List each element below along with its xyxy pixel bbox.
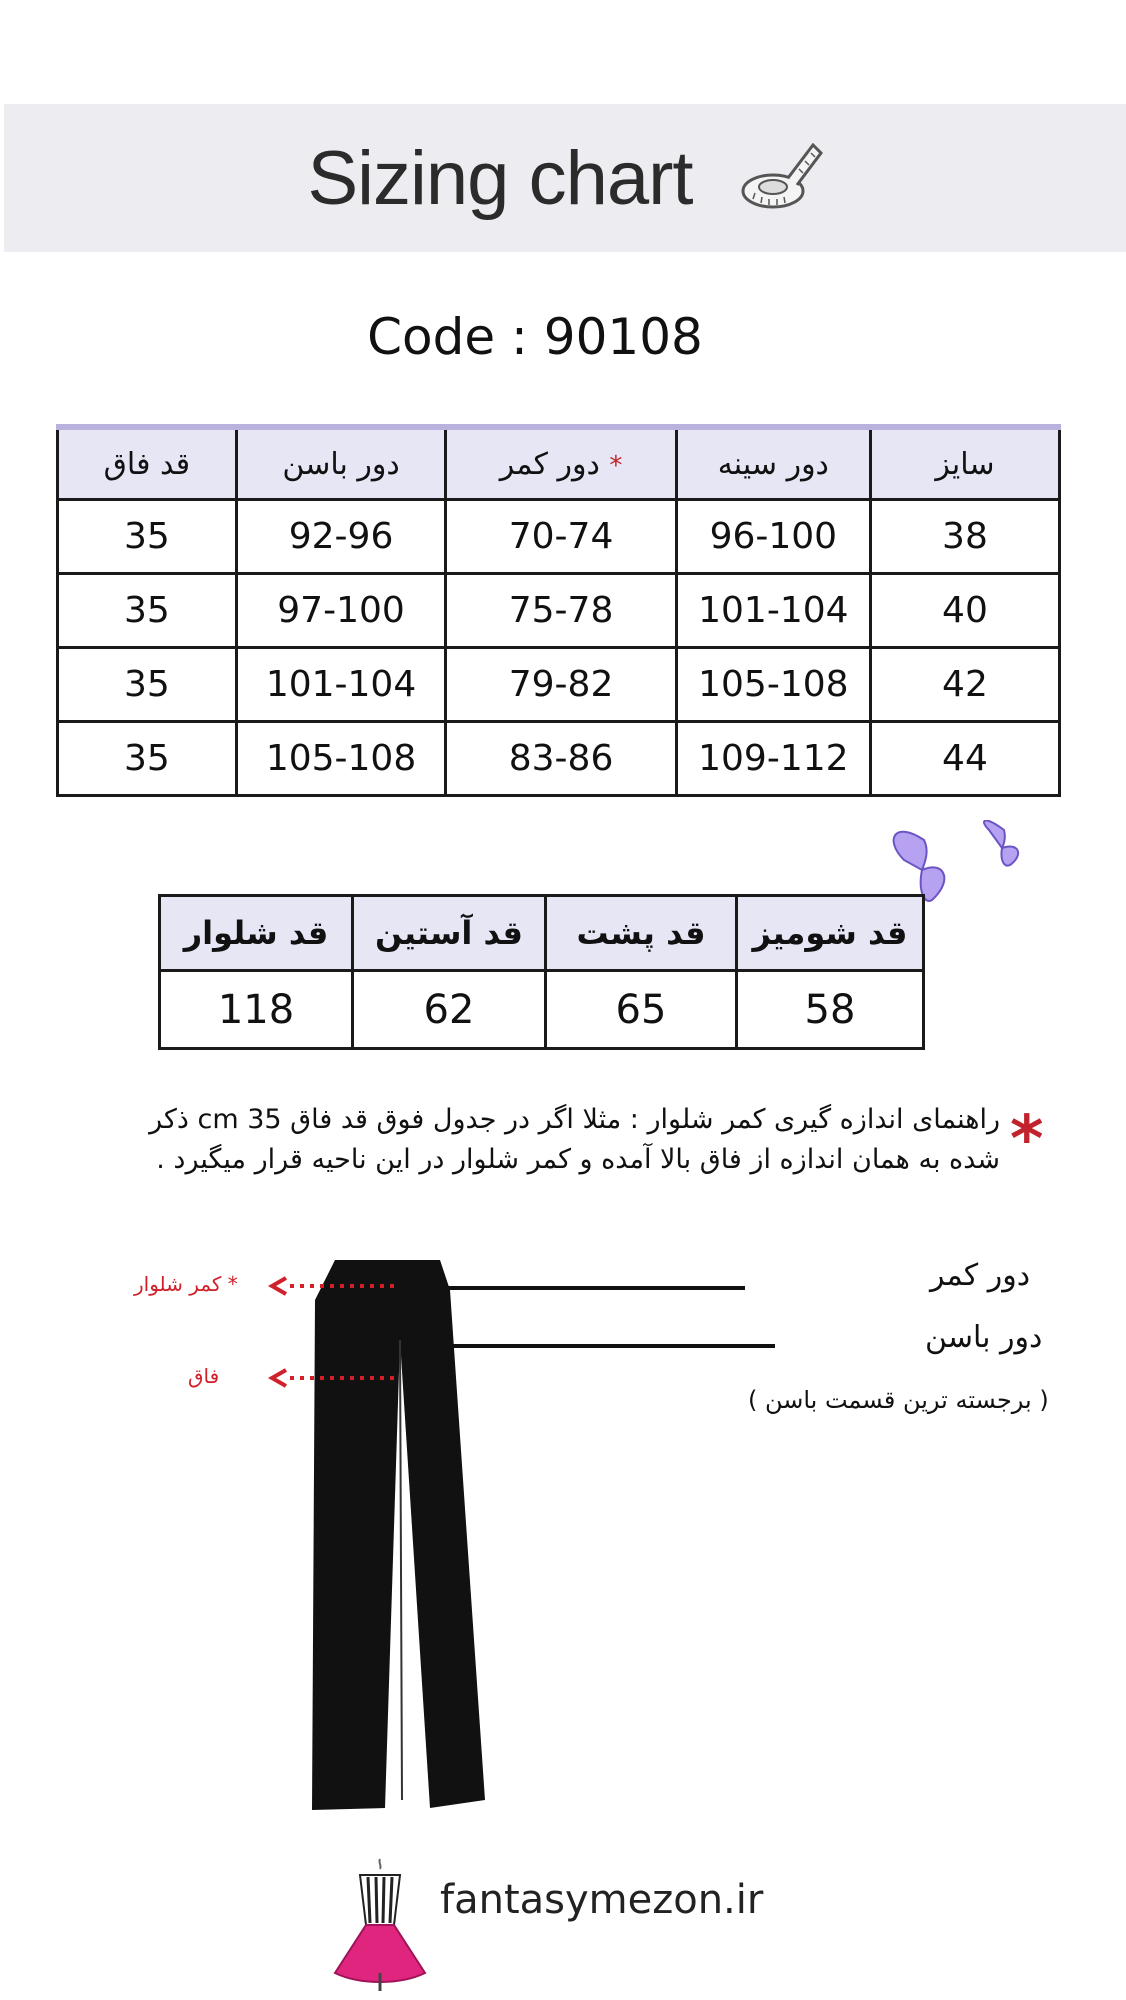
length-table [158,894,925,1050]
measurement-note [80,1100,1000,1180]
header-size: سایز [870,427,1059,500]
waist-label: دور کمر [930,1258,1031,1293]
note-star: * [1010,1103,1044,1177]
header-waist-label: دور کمر [499,446,600,482]
note-line-1: راهنمای اندازه گیری کمر شلوار : مثلا اگر در جدول فوق قد فاق 35 cm ذکر [149,1104,1000,1135]
cell-hip: 97-100 [236,574,446,648]
cell-chest: 101-104 [676,574,870,648]
product-code: Code : 90108 [367,308,703,366]
header-waist [446,427,676,500]
cell-waist: 70-74 [446,500,676,574]
size-table-header [58,427,1060,500]
header-back-length: قد پشت [546,896,737,971]
cell-hip: 101-104 [236,648,446,722]
cell-chest: 96-100 [676,500,870,574]
dress-logo-icon [330,1855,430,1995]
measuring-tape-icon [733,133,823,223]
cell-size: 42 [870,648,1059,722]
header-chest: دور سینه [676,427,870,500]
table-row [160,971,924,1049]
cell-waist: 83-86 [446,722,676,796]
cell-size: 44 [870,722,1059,796]
header-shirt-length: قد شومیز [737,896,924,971]
cell-chest: 105-108 [676,648,870,722]
note-line-2: شده به همان اندازه از فاق بالا آمده و کمر شلوار در این ناحیه قرار میگیرد . [156,1144,1000,1175]
page-title: Sizing chart [307,135,693,221]
length-table-header [160,896,924,971]
cell-sleeve-length: 62 [353,971,546,1049]
cell-chest: 109-112 [676,722,870,796]
cell-hip: 105-108 [236,722,446,796]
title-banner [4,104,1126,252]
footer [330,1855,830,1995]
header-pants-length: قد شلوار [160,896,353,971]
header-hip: دور باسن [236,427,446,500]
cell-waist: 79-82 [446,648,676,722]
hip-note: ( برجسته ترین قسمت باسن ) [748,1386,1049,1414]
cell-waist: 75-78 [446,574,676,648]
cell-hip: 92-96 [236,500,446,574]
cell-pants-length: 118 [160,971,353,1049]
waist-star: * [609,450,623,481]
cell-crotch: 35 [58,722,237,796]
cell-size: 38 [870,500,1059,574]
cell-crotch: 35 [58,648,237,722]
cell-crotch: 35 [58,500,237,574]
table-row [58,574,1060,648]
header-crotch: قد فاق [58,427,237,500]
header-sleeve-length: قد آستین [353,896,546,971]
cell-crotch: 35 [58,574,237,648]
cell-back-length: 65 [546,971,737,1049]
hip-label: دور باسن [925,1320,1043,1355]
cell-size: 40 [870,574,1059,648]
table-row [58,722,1060,796]
cell-shirt-length: 58 [737,971,924,1049]
pants-waist-label: * کمر شلوار [134,1272,238,1296]
table-row [58,648,1060,722]
crotch-label: فاق [188,1364,220,1388]
size-table [56,424,1061,797]
site-name: fantasymezon.ir [440,1877,764,1923]
table-row [58,500,1060,574]
